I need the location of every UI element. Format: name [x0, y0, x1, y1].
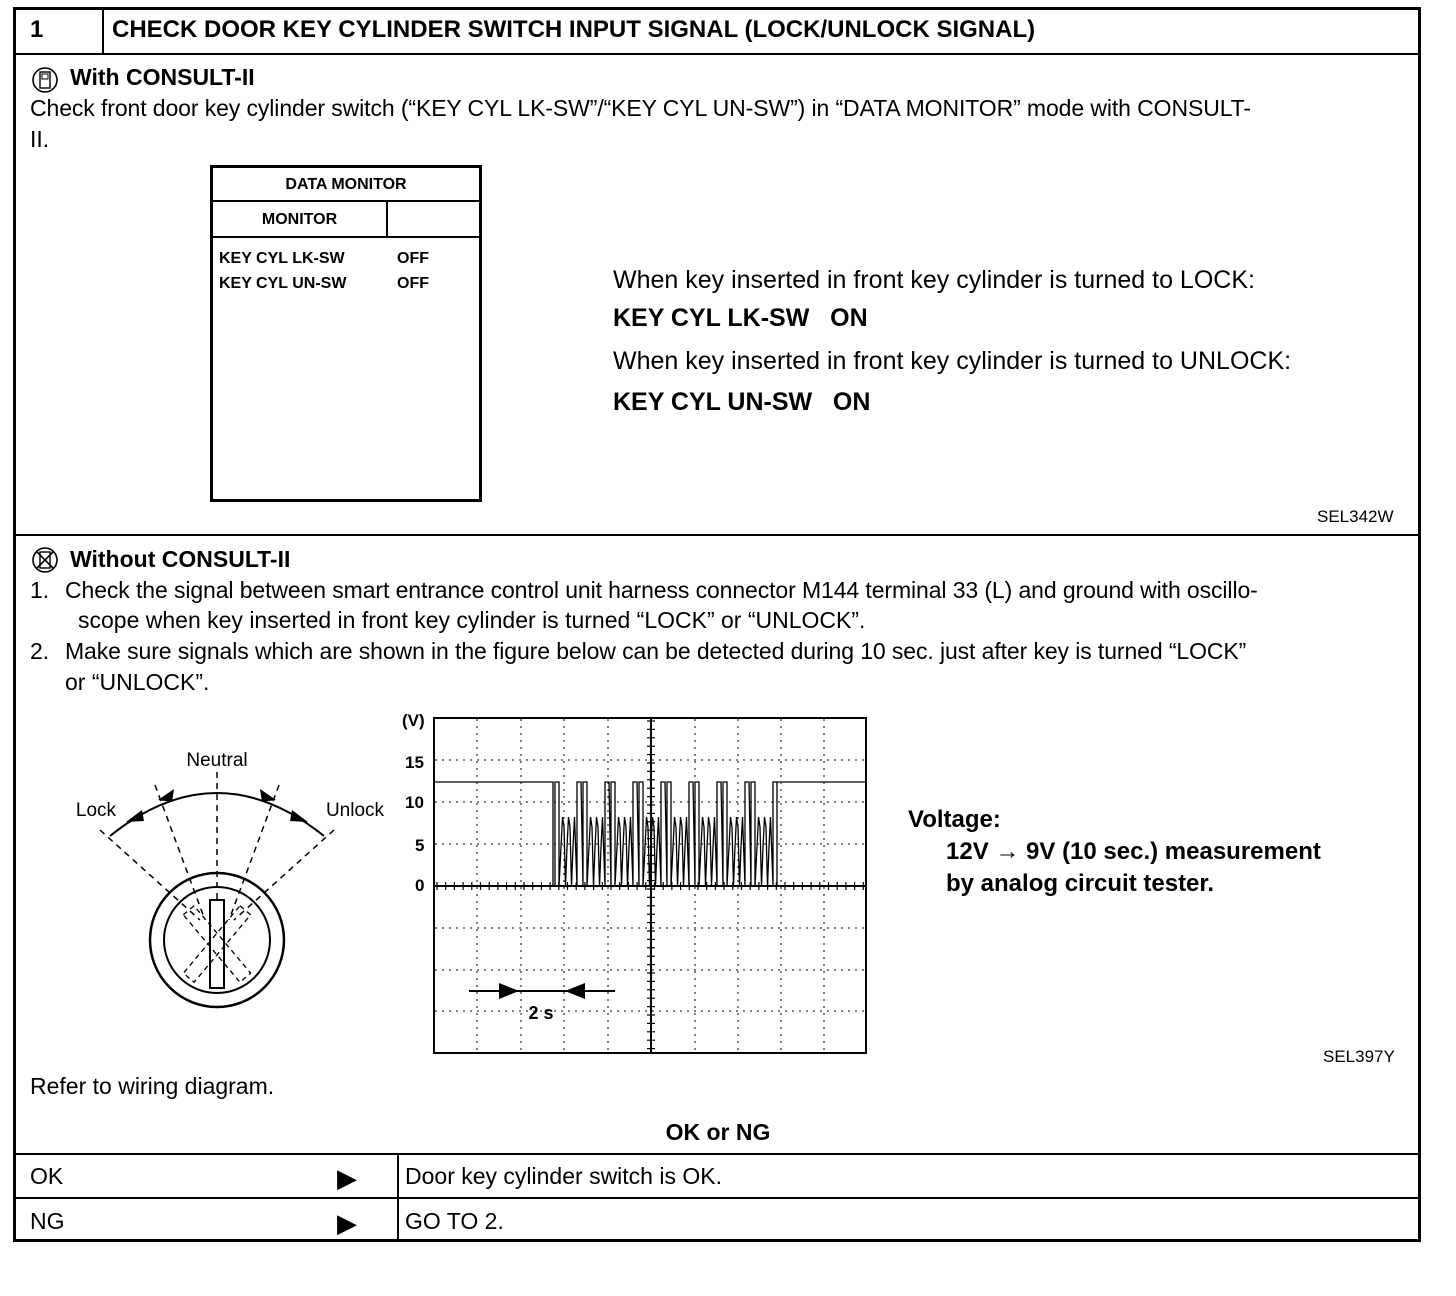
result-column-divider — [397, 1154, 399, 1240]
figure-code: SEL342W — [1317, 507, 1394, 526]
consult-heading: With CONSULT-II — [70, 64, 255, 90]
consult-tool-icon — [30, 65, 60, 95]
data-monitor-screen — [210, 165, 482, 502]
scope-tick: 10 — [405, 793, 424, 812]
no-consult-heading: Without CONSULT-II — [70, 546, 291, 572]
monitor-header-divider — [213, 236, 479, 238]
unlock-condition: When key inserted in front key cylinder is turned to UNLOCK: — [613, 347, 1292, 375]
monitor-row-value: OFF — [397, 275, 429, 292]
result-divider — [15, 1153, 1421, 1155]
section-divider — [15, 534, 1421, 536]
voltage-line1: 12V → 9V (10 sec.) measurement — [946, 838, 1321, 865]
step-number: 1 — [30, 16, 44, 43]
result-action-ng[interactable]: GO TO 2. — [405, 1208, 504, 1234]
unlock-label: Unlock — [325, 800, 385, 821]
consult-instruction-line2: II. — [30, 126, 50, 152]
monitor-row-name: KEY CYL LK-SW — [219, 250, 345, 267]
ok-ng-question: OK or NG — [665, 1119, 771, 1145]
step-title: CHECK DOOR KEY CYLINDER SWITCH INPUT SIGNAL (LOCK/UNLOCK SIGNAL) — [112, 16, 1036, 43]
lock-condition: When key inserted in front key cylinder is turned to LOCK: — [613, 266, 1255, 294]
key-cylinder-diagram — [60, 740, 400, 1030]
scope-tick: 5 — [415, 836, 425, 855]
step1-line2: scope when key inserted in front key cylinder is turned “LOCK” or “UNLOCK”. — [78, 607, 866, 633]
result-label-ok: OK — [30, 1163, 64, 1189]
monitor-row-value: OFF — [397, 250, 429, 267]
voltage-line2: by analog circuit tester. — [946, 870, 1215, 897]
unlock-expected-value: KEY CYL UN-SW ON — [613, 388, 871, 416]
lock-label: Lock — [75, 800, 117, 821]
step1-number: 1. — [30, 577, 50, 603]
monitor-title: DATA MONITOR — [285, 176, 407, 193]
no-consult-icon — [30, 545, 60, 575]
scope-tick: 0 — [415, 876, 425, 895]
neutral-label: Neutral — [186, 750, 248, 771]
monitor-column-divider — [386, 201, 388, 237]
oscilloscope-trace — [433, 717, 869, 1057]
play-arrow-icon: ▶ — [337, 1163, 357, 1193]
result-label-ng: NG — [30, 1208, 65, 1234]
scope-tick: 15 — [405, 753, 424, 772]
figure-code: SEL397Y — [1323, 1047, 1395, 1066]
play-arrow-icon: ▶ — [337, 1208, 357, 1238]
monitor-column-header: MONITOR — [261, 211, 338, 228]
header-divider — [15, 53, 1421, 55]
step2-line1: Make sure signals which are shown in the figure below can be detected during 10 sec. just after key is turned “LOCK” — [65, 638, 1247, 664]
refer-to-wiring-link[interactable]: Refer to wiring diagram. — [30, 1073, 275, 1099]
voltage-label: Voltage: — [908, 806, 1001, 833]
step2-line2: or “UNLOCK”. — [65, 669, 210, 695]
lock-expected-value: KEY CYL LK-SW ON — [613, 304, 868, 332]
step1-line1: Check the signal between smart entrance control unit harness connector M144 terminal 33 (L) and ground with oscillo- — [65, 577, 1258, 603]
header-column-divider — [102, 8, 104, 54]
monitor-row-name: KEY CYL UN-SW — [219, 275, 347, 292]
step2-number: 2. — [30, 638, 50, 664]
scope-unit: (V) — [402, 711, 425, 730]
time-division-label: 2 s — [528, 1003, 554, 1023]
consult-instruction-line1: Check front door key cylinder switch (“KEY CYL LK-SW”/“KEY CYL UN-SW”) in “DATA MONITOR” mode with CONSULT- — [30, 95, 1251, 121]
monitor-title-divider — [213, 200, 479, 202]
result-row-divider — [15, 1197, 1421, 1199]
result-action-ok: Door key cylinder switch is OK. — [405, 1163, 722, 1189]
